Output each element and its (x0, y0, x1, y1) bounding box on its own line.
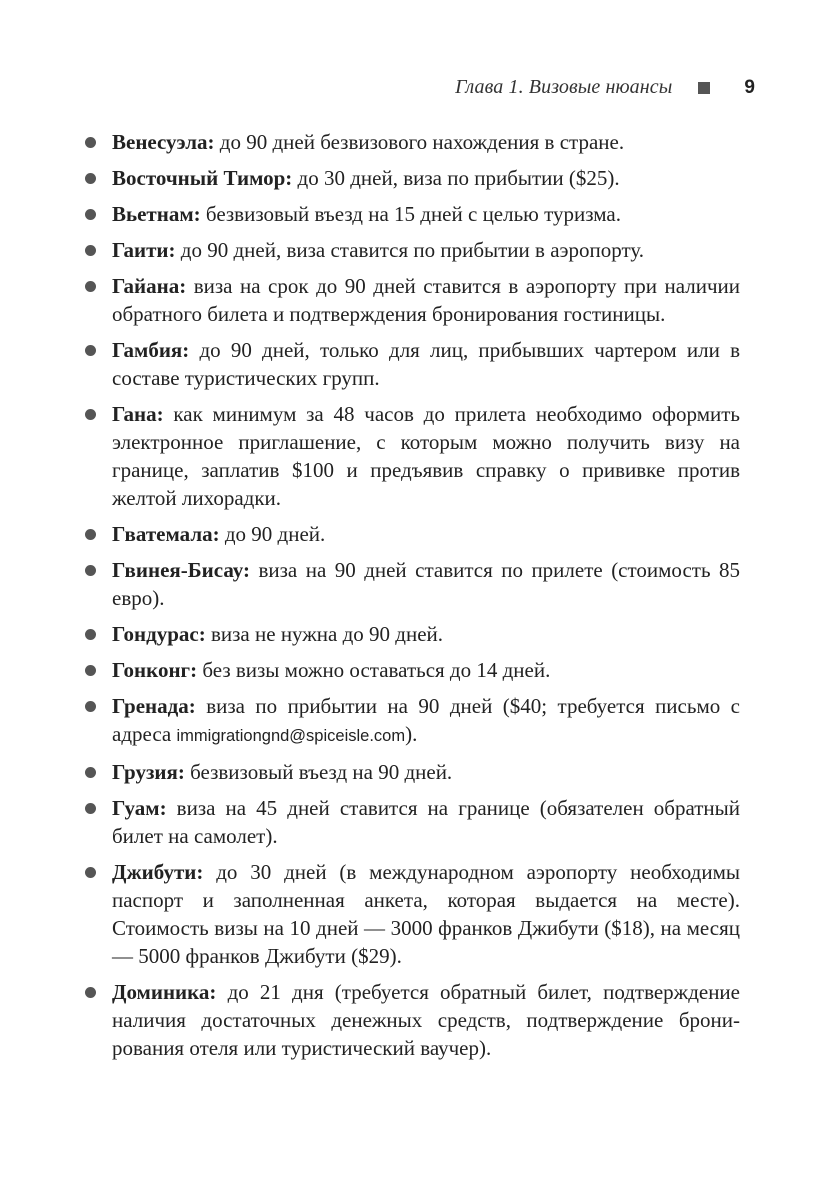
square-icon (698, 82, 710, 94)
country-name: Восточный Тимор: (112, 166, 293, 190)
entry-text: виза не нужна до 90 дней. (205, 622, 444, 646)
list-item (84, 758, 740, 786)
list-item (84, 620, 740, 648)
country-name: Венесуэла: (112, 130, 215, 154)
entry-text-after: ). (405, 722, 418, 746)
country-name: Гамбия: (112, 338, 190, 362)
list-item (84, 128, 740, 156)
country-name: Доминика: (112, 980, 217, 1004)
entry-text: до 90 дней, виза ставится по прибытии в аэропорту. (175, 238, 645, 262)
country-name: Гондурас: (112, 622, 206, 646)
entry-text: до 90 дней, только для лиц, прибывших чартером или в составе туристических групп. (112, 338, 740, 390)
bullet-icon (85, 803, 96, 814)
bullet-icon (85, 209, 96, 220)
bullet-icon (85, 665, 96, 676)
bullet-icon (85, 345, 96, 356)
country-name: Гаити: (112, 238, 176, 262)
bullet-icon (85, 409, 96, 420)
list-item (84, 978, 740, 1062)
country-visa-list (84, 128, 740, 1070)
country-name: Грузия: (112, 760, 185, 784)
list-item (84, 794, 740, 850)
list-item (84, 656, 740, 684)
bullet-icon (85, 565, 96, 576)
chapter-title: Глава 1. Визовые нюансы (455, 76, 673, 98)
entry-text: до 90 дней безвизового нахождения в стране. (214, 130, 625, 154)
country-name: Гана: (112, 402, 164, 426)
list-item (84, 400, 740, 512)
entry-text: виза по прибытии на 90 дней ($40; требуется письмо с адреса (112, 694, 740, 746)
bullet-icon (85, 281, 96, 292)
list-item (84, 272, 740, 328)
entry-text: до 90 дней. (219, 522, 326, 546)
list-item (84, 520, 740, 548)
list-item (84, 692, 740, 750)
country-name: Гуам: (112, 796, 167, 820)
entry-text: без визы можно оставаться до 14 дней. (197, 658, 551, 682)
running-head (455, 76, 755, 99)
entry-text: до 30 дней (в международном аэропорту необходимы паспорт и заполненная анкета, которая выдается на месте). Стоимость визы на 10 дней — 3000 франков Джибути ($18), на месяц — 5000 франков Джибути ($29). (112, 860, 740, 968)
bullet-icon (85, 987, 96, 998)
country-name: Вьетнам: (112, 202, 201, 226)
entry-text: виза на 90 дней ставится по прилете (стоимость 85 евро). (112, 558, 740, 610)
entry-text: безвизовый въезд на 15 дней с целью туризма. (200, 202, 621, 226)
country-name: Гренада: (112, 694, 196, 718)
list-item (84, 336, 740, 392)
bullet-icon (85, 629, 96, 640)
bullet-icon (85, 701, 96, 712)
bullet-icon (85, 137, 96, 148)
entry-text: до 30 дней, виза по прибытии ($25). (292, 166, 620, 190)
entry-text: до 21 дня (требуется обратный билет, подтверждение наличия достаточных денежных средств, подтверждение бронирования отеля или туристический ваучер). (112, 980, 740, 1060)
bullet-icon (85, 529, 96, 540)
list-item (84, 164, 740, 192)
list-item (84, 556, 740, 612)
country-name: Гайана: (112, 274, 187, 298)
country-name: Гвинея-Бисау: (112, 558, 250, 582)
country-name: Гватемала: (112, 522, 220, 546)
list-item (84, 200, 740, 228)
entry-text: безвизовый въезд на 90 дней. (184, 760, 453, 784)
entry-text: как минимум за 48 часов до прилета необходимо оформить электронное приглашение, с которым можно получить визу на границе, заплатив $100 и предъявив справку о прививке против желтой лихорадки. (112, 402, 740, 510)
bullet-icon (85, 767, 96, 778)
page-number: 9 (744, 76, 755, 98)
list-item (84, 858, 740, 970)
email-address: immigrationgnd@spiceisle.com (176, 727, 406, 745)
bullet-icon (85, 867, 96, 878)
entry-text: виза на срок до 90 дней ставится в аэропорту при наличии обратного билета и подтверждения бронирования гостиницы. (112, 274, 740, 326)
bullet-icon (85, 245, 96, 256)
list-item (84, 236, 740, 264)
country-name: Гонконг: (112, 658, 198, 682)
bullet-icon (85, 173, 96, 184)
entry-text: виза на 45 дней ставится на границе (обязателен обратный билет на самолет). (112, 796, 740, 848)
country-name: Джибути: (112, 860, 204, 884)
